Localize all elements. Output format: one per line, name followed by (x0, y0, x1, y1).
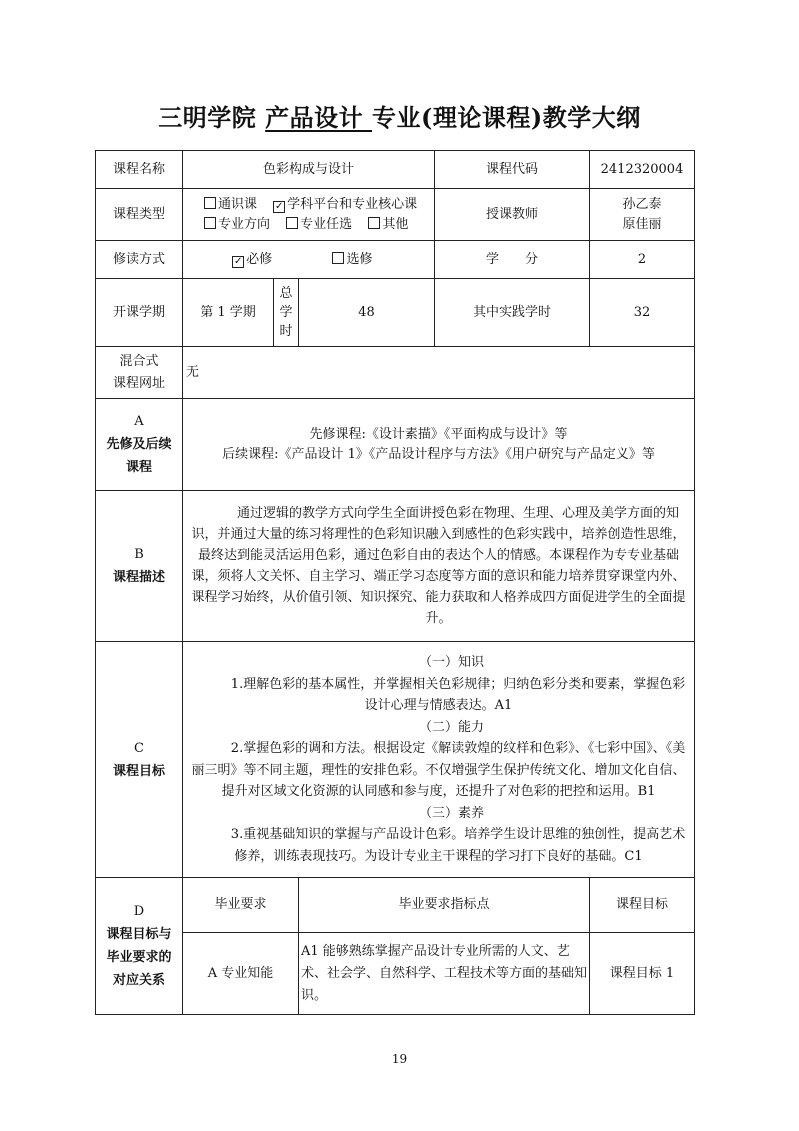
practice-hours-value: 32 (590, 279, 695, 347)
graduation-requirement: A 专业知能 (183, 933, 299, 1015)
row-course-type (96, 189, 695, 241)
row-course-name (96, 151, 695, 189)
hybrid-label: 混合式 课程网址 (96, 347, 183, 399)
course-type-label: 课程类型 (96, 189, 183, 241)
checkbox-checked-icon: ✓ (233, 255, 243, 267)
study-mode-options (183, 241, 435, 279)
course-description: 通过逻辑的教学方式向学生全面讲授色彩在物理、生理、心理及美学方面的知识，并通过大量的练习将理性的色彩知识融入到感性的色彩实践中，培养创造性思维，最终达到能灵活运用色彩，通过色彩自由的表达个人的情感。本课程作为专专业基础课，须将人文关怀、自主学习、端正学习态度等方面的意识和能力培养贯穿课堂内外、课程学习始终，从价值引领、知识探究、能力获取和人格养成四方面促进学生的全面提升。 (183, 491, 695, 642)
section-d-label: D 课程目标与 毕业要求的 对应关系 (96, 878, 183, 1015)
teacher-label: 授课教师 (435, 189, 590, 241)
teacher-name: 原佳丽 (622, 216, 662, 232)
row-section-c (96, 642, 695, 878)
section-a-label: A 先修及后续 课程 (96, 399, 183, 491)
credit-value: 2 (590, 241, 695, 279)
course-name-value: 色彩构成与设计 (183, 151, 435, 189)
checkbox-icon (332, 252, 344, 264)
major-name: 产品设计 (265, 103, 372, 132)
checkbox-icon (368, 217, 380, 229)
option-required[interactable]: ✓ 必修 (233, 251, 273, 267)
prerequisite-courses: 先修课程:《设计素描》《平面构成与设计》等 后续课程:《产品设计 1》《产品设计程序与方法》《用户研究与产品定义》等 (183, 399, 695, 491)
option-other[interactable]: 其他 (368, 215, 408, 235)
row-hybrid (96, 347, 695, 399)
checkbox-icon (286, 217, 298, 229)
row-semester (96, 279, 695, 347)
course-objectives: （一）知识 1.理解色彩的基本属性，并掌握相关色彩规律；归纳色彩分类和要素，掌握色彩设计心理与情感表达。A1 （二）能力 2.掌握色彩的调和方法。根据设定《解读敦煌的纹样和色彩》、《七彩中国》、《美丽三明》等不同主题，理性的安排色彩。不仅增强学生保护传统文化、增加文化自信、提升对区域文化资源的认同感和参与度，还提升了对色彩的把控和运用。B1 （三）素养 3.重视基础知识的掌握与产品设计色彩。培养学生设计思维的独创性，提高艺术修养，训练表现技巧。为设计专业主干课程的学习打下良好的基础。C1 (183, 642, 695, 878)
practice-hours-label: 其中实践学时 (435, 279, 590, 347)
row-section-b (96, 491, 695, 642)
page-number: 19 (391, 1052, 408, 1066)
syllabus-table (95, 150, 695, 1015)
semester-label: 开课学期 (96, 279, 183, 347)
requirement-indicator: A1 能够熟练掌握产品设计专业所需的人文、艺术、社会学、自然科学、工程技术等方面的基础知识。 (299, 933, 590, 1015)
course-name-label: 课程名称 (96, 151, 183, 189)
course-goal: 课程目标 1 (590, 933, 695, 1015)
col-requirement-indicator: 毕业要求指标点 (299, 878, 590, 933)
option-elective[interactable]: 专业任选 (286, 215, 352, 235)
col-course-goal: 课程目标 (590, 878, 695, 933)
col-graduation-requirement: 毕业要求 (183, 878, 299, 933)
option-core[interactable]: ✓ 学科平台和专业核心课 (274, 196, 418, 212)
checkbox-icon (204, 217, 216, 229)
option-general[interactable]: 通识课 (204, 195, 257, 215)
page-title: 三明学院 产品设计 专业(理论课程)教学大纲 (158, 103, 641, 132)
total-hours-value: 48 (299, 279, 435, 347)
hybrid-url: 无 (183, 347, 695, 399)
section-b-label: B 课程描述 (96, 491, 183, 642)
option-direction[interactable]: 专业方向 (204, 215, 270, 235)
row-study-mode (96, 241, 695, 279)
checkbox-icon (204, 197, 216, 209)
study-mode-label: 修读方式 (96, 241, 183, 279)
semester-value: 第 1 学期 (183, 279, 274, 347)
row-section-d-header (96, 878, 695, 933)
teacher-names (590, 189, 695, 241)
table-row (96, 933, 695, 1015)
total-hours-label: 总 学 时 (274, 279, 299, 347)
row-section-a (96, 399, 695, 491)
course-code-label: 课程代码 (435, 151, 590, 189)
checkbox-checked-icon: ✓ (274, 200, 284, 212)
course-code-value: 2412320004 (590, 151, 695, 189)
option-optional[interactable]: 选修 (332, 250, 372, 270)
section-c-label: C 课程目标 (96, 642, 183, 878)
course-type-options (183, 189, 435, 241)
teacher-name: 孙乙泰 (622, 196, 662, 212)
credit-label: 学 分 (435, 241, 590, 279)
